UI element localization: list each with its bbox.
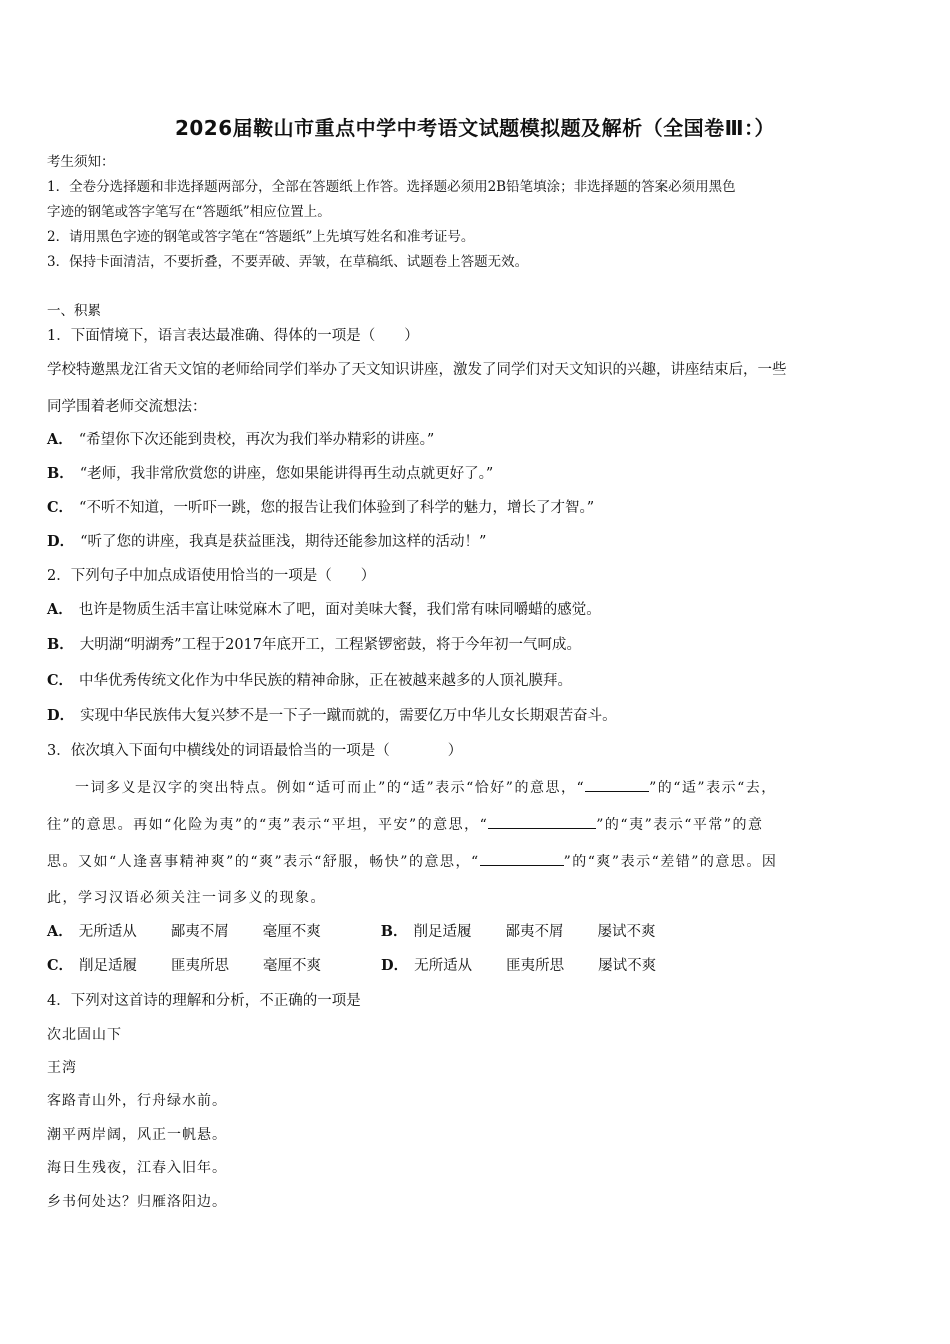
option-text: “老师，我非常欣赏您的讲座，您如果能讲得再生动点就更好了。” (79, 466, 494, 482)
passage-text: 思。又如“人逢喜事精神爽”的“爽”表示“舒服，畅快”的意思，“ (47, 854, 480, 870)
passage-text: ”的“爽”表示“差错”的意思。因 (563, 854, 778, 870)
fill-blank (480, 851, 564, 866)
option-label: A． (47, 601, 73, 618)
option-word: 匪夷所思 (506, 958, 565, 974)
poem-line: 海日生残夜，江春入旧年。 (47, 1160, 227, 1176)
question-4-stem: 4．下列对这首诗的理解和分析，不正确的一项是 (47, 993, 361, 1009)
option-text: 中华优秀传统文化作为中华民族的精神命脉，正在被越来越多的人顶礼膜拜。 (79, 673, 573, 689)
question-2-stem: 2．下列句子中加点成语使用恰当的一项是（ ） (47, 568, 376, 584)
notice-item: 2．请用黑色字迹的钢笔或答字笔在“答题纸”上先填写姓名和准考证号。 (47, 229, 475, 245)
option-text: “不听不知道，一听吓一跳，您的报告让我们体验到了科学的魅力，增长了才智。” (79, 500, 595, 516)
fill-blank (488, 814, 596, 829)
option-word: 屡试不爽 (598, 958, 657, 974)
option-word: 削足适履 (79, 958, 138, 974)
poem-title: 次北固山下 (47, 1027, 122, 1043)
question-1-option-a (47, 430, 434, 450)
option-word: 无所适从 (78, 924, 137, 940)
option-text: 实现中华民族伟大复兴梦不是一下子一蹴而就的，需要亿万中华儿女长期艰苦奋斗。 (80, 708, 617, 724)
question-1-option-b (47, 464, 493, 484)
option-text: “听了您的讲座，我真是获益匪浅，期待还能参加这样的活动！” (80, 534, 487, 550)
option-label: B． (47, 465, 74, 482)
question-3-stem: 3．依次填入下面句中横线处的词语最恰当的一项是（ ） (47, 743, 463, 759)
notice-item: 3．保持卡面清洁，不要折叠，不要弄破、弄皱，在草稿纸、试题卷上答题无效。 (47, 254, 529, 270)
question-1-context: 学校特邀黑龙江省天文馆的老师给同学们举办了天文知识讲座，激发了同学们对天文知识的兴趣，讲座结束后，一些 (47, 362, 787, 378)
poem-author: 王湾 (47, 1060, 77, 1076)
poem-line: 客路青山外，行舟绿水前。 (47, 1093, 227, 1109)
question-2-option-d (47, 706, 617, 726)
option-label: A． (47, 923, 73, 940)
option-word: 鄙夷不屑 (170, 924, 229, 940)
option-word: 削足适履 (413, 924, 472, 940)
notice-heading: 考生须知： (47, 154, 115, 170)
option-text: “希望你下次还能到贵校，再次为我们举办精彩的讲座。” (78, 432, 435, 448)
option-label: B． (380, 923, 408, 940)
question-3-passage (75, 777, 777, 798)
question-2-option-b (47, 635, 581, 655)
question-1-option-c (47, 498, 594, 518)
question-1-option-d (47, 532, 486, 552)
question-3-options-row (47, 956, 656, 976)
option-text: 大明湖“明湖秀”工程于2017年底开工，工程紧锣密鼓，将于今年初一气呵成。 (79, 637, 581, 653)
option-text: 也许是物质生活丰富让味觉麻木了吧，面对美味大餐，我们常有味同嚼蜡的感觉。 (78, 602, 601, 618)
option-word: 毫厘不爽 (263, 958, 322, 974)
option-label: A． (47, 431, 73, 448)
option-label: D． (381, 957, 409, 974)
poem-line: 乡书何处达？归雁洛阳边。 (47, 1194, 227, 1210)
option-label: D． (47, 707, 75, 724)
option-word: 无所适从 (414, 958, 473, 974)
question-1-stem: 1．下面情境下，语言表达最准确、得体的一项是（ ） (47, 328, 419, 344)
option-word: 毫厘不爽 (262, 924, 321, 940)
notice-item: 1．全卷分选择题和非选择题两部分，全部在答题纸上作答。选择题必须用2B铅笔填涂；非选择题的答案必须用黑色 (47, 179, 736, 195)
passage-text: ”的“适”表示“去， (649, 780, 777, 796)
passage-text: 往”的意思。再如“化险为夷”的“夷”表示“平坦，平安”的意思，“ (47, 817, 489, 833)
passage-text: 一词多义是汉字的突出特点。例如“适可而止”的“适”表示“恰好”的意思，“ (75, 780, 586, 796)
poem-line: 潮平两岸阔，风正一帆悬。 (47, 1127, 227, 1143)
question-3-options-row (47, 922, 656, 942)
passage-text: ”的“夷”表示“平常”的意 (596, 817, 764, 833)
question-1-context: 同学围着老师交流想法： (47, 399, 207, 415)
section-heading: 一、积累 (47, 303, 101, 319)
option-label: B． (47, 636, 74, 653)
question-2-option-c (47, 671, 572, 691)
question-2-option-a (47, 600, 601, 620)
option-label: C． (47, 957, 74, 974)
option-word: 匪夷所思 (171, 958, 230, 974)
option-word: 屡试不爽 (597, 924, 656, 940)
question-3-passage (47, 851, 777, 872)
question-3-passage (47, 814, 764, 835)
option-word: 鄙夷不屑 (505, 924, 564, 940)
page-title: 2026届鞍山市重点中学中考语文试题模拟题及解析（全国卷Ⅲ：） (174, 116, 776, 140)
fill-blank (585, 777, 649, 792)
option-label: C． (47, 499, 74, 516)
question-3-passage: 此，学习汉语必须关注一词多义的现象。 (47, 890, 326, 906)
option-label: C． (47, 672, 74, 689)
notice-item: 字迹的钢笔或答字笔写在“答题纸”相应位置上。 (47, 204, 331, 220)
option-label: D． (47, 533, 75, 550)
